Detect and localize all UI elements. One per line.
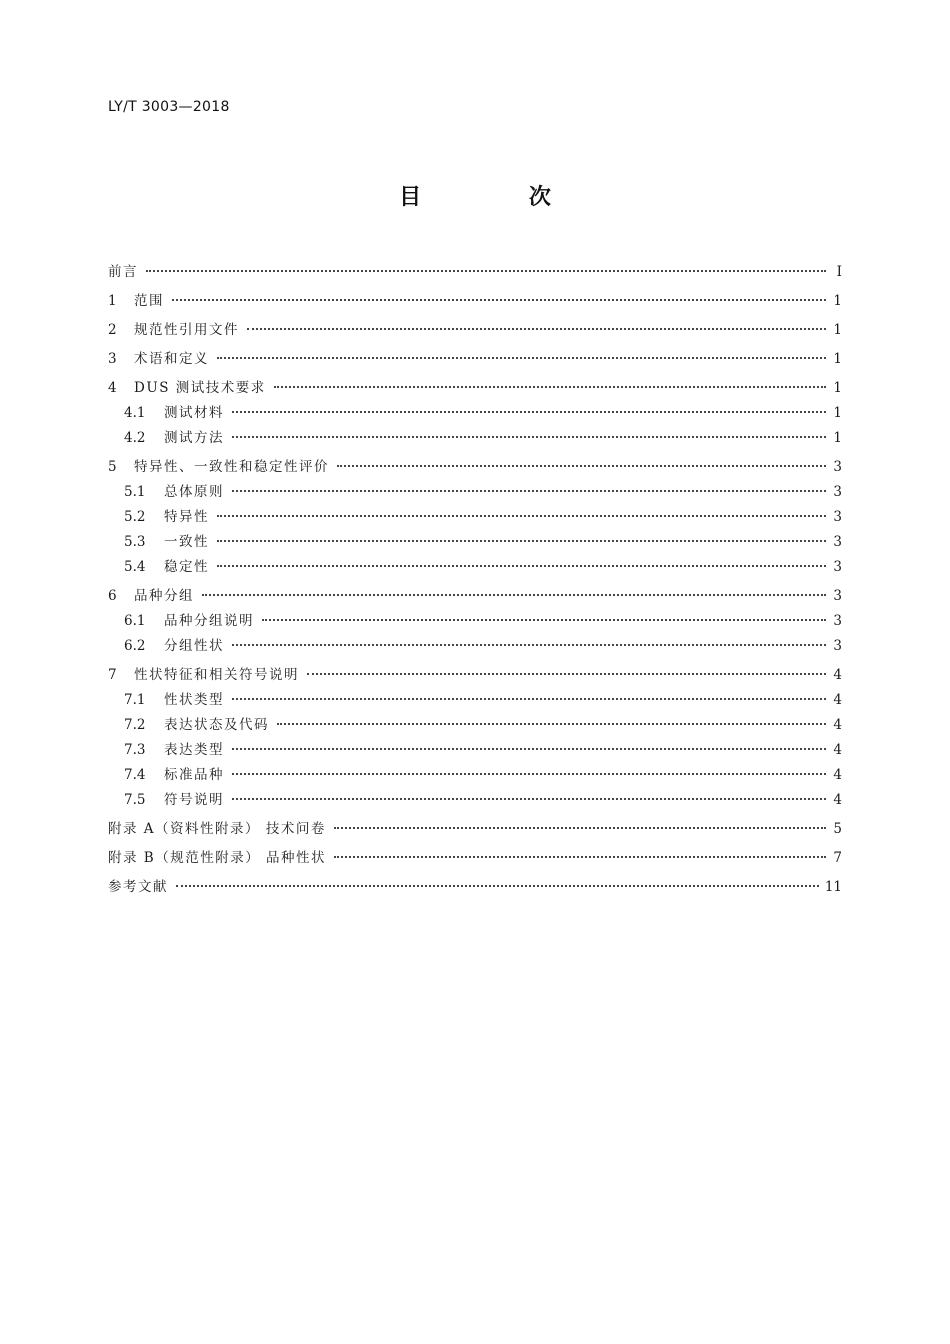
dot-leader [232,798,826,800]
toc-entry-page: 1 [833,430,842,446]
dot-leader [232,748,826,750]
toc-entry-page: 3 [833,534,842,550]
toc-entry-label: 品种分组 [134,588,194,604]
toc-entry-number: 7.3 [124,742,146,758]
toc-entry[interactable] [108,401,842,426]
toc-entry-number: 1 [108,293,117,309]
toc-entry-label: 表达类型 [164,742,224,758]
toc-entry-number: 7.5 [124,792,146,808]
toc-entry[interactable] [108,260,842,285]
toc-entry-label: 规范性引用文件 [134,322,239,338]
toc-entry-number: 4.2 [124,430,146,446]
dot-leader [172,299,826,301]
toc-entry-page: 4 [833,717,842,733]
toc-entry-label: 标准品种 [164,767,224,783]
toc-entry-label: 范围 [134,293,164,309]
toc-entry-page: 4 [833,742,842,758]
toc-entry-page: 3 [833,588,842,604]
dot-leader [274,386,826,388]
toc-entry-label: 性状特征和相关符号说明 [134,667,299,683]
page-title: 目 次 [399,185,601,210]
toc-entry[interactable] [108,426,842,451]
dot-leader [232,436,826,438]
toc-entry[interactable] [108,347,842,372]
toc-entry[interactable] [108,318,842,343]
toc-entry-number: 6 [108,588,117,604]
toc-entry-label: 前言 [108,264,138,280]
toc-entry-number: 3 [108,351,117,367]
dot-leader [232,698,826,700]
toc-entry-number: 7.4 [124,767,146,783]
dot-leader [232,490,826,492]
toc-entry-number: 7.1 [124,692,146,708]
toc-entry-label: 品种分组说明 [164,613,254,629]
toc-entry-label: 测试材料 [164,405,224,421]
toc-entry-number: 7.2 [124,717,146,733]
toc-entry[interactable] [108,817,842,842]
dot-leader [176,885,819,887]
toc-entry-label: 一致性 [164,534,209,550]
toc-entry[interactable] [108,584,842,609]
dot-leader [334,856,826,858]
toc-entry-page: 4 [833,692,842,708]
dot-leader [146,270,826,272]
toc-entry-page: 5 [833,821,842,837]
toc-entry-label: 参考文献 [108,879,168,895]
dot-leader [217,540,826,542]
toc-entry-page: Ⅰ [836,264,842,280]
toc-entry-label: 测试方法 [164,430,224,446]
dot-leader [334,827,826,829]
toc-entry-page: 4 [833,792,842,808]
toc-entry-label: DUS 测试技术要求 [134,380,266,396]
dot-leader [217,357,826,359]
toc-entry[interactable] [108,738,842,763]
toc-entry-page: 3 [833,459,842,475]
toc-entry-page: 3 [833,559,842,575]
dot-leader [247,328,826,330]
toc-entry-label: 特异性 [164,509,209,525]
toc-entry-page: 4 [833,767,842,783]
toc-entry-number: 4 [108,380,117,396]
toc-entry-label: 稳定性 [164,559,209,575]
toc-entry[interactable] [108,763,842,788]
toc-entry-number: 4.1 [124,405,146,421]
toc-entry-number: 6.1 [124,613,146,629]
toc-entry[interactable] [108,530,842,555]
toc-entry-label: 性状类型 [164,692,224,708]
dot-leader [217,565,826,567]
toc-entry[interactable] [108,480,842,505]
toc-entry-label: 特异性、一致性和稳定性评价 [134,459,329,475]
toc-entry[interactable] [108,289,842,314]
toc-entry[interactable] [108,609,842,634]
toc-entry-label: 总体原则 [164,484,224,500]
table-of-contents [108,256,842,900]
toc-entry[interactable] [108,846,842,871]
toc-entry[interactable] [108,688,842,713]
toc-entry[interactable] [108,634,842,659]
toc-entry-label: 附录 A（资料性附录） 技术问卷 [108,821,326,837]
toc-entry-number: 5.1 [124,484,146,500]
toc-entry[interactable] [108,788,842,813]
toc-entry-page: 3 [833,484,842,500]
toc-entry-number: 5.3 [124,534,146,550]
toc-entry-label: 符号说明 [164,792,224,808]
toc-entry[interactable] [108,713,842,738]
toc-entry-page: 1 [833,293,842,309]
toc-entry-page: 1 [833,351,842,367]
toc-entry-number: 6.2 [124,638,146,654]
toc-entry-number: 5.2 [124,509,146,525]
toc-entry-page: 1 [833,322,842,338]
toc-entry[interactable] [108,505,842,530]
toc-entry[interactable] [108,663,842,688]
dot-leader [232,773,826,775]
toc-entry[interactable] [108,376,842,401]
toc-entry-page: 3 [833,638,842,654]
dot-leader [232,411,826,413]
toc-entry[interactable] [108,555,842,580]
dot-leader [232,644,826,646]
document-code: LY/T 3003—2018 [108,99,230,115]
dot-leader [337,465,826,467]
toc-entry-number: 7 [108,667,117,683]
toc-entry-label: 表达状态及代码 [164,717,269,733]
toc-entry-number: 5 [108,459,117,475]
dot-leader [307,673,826,675]
toc-entry[interactable] [108,875,842,900]
toc-entry-page: 11 [824,879,842,895]
toc-entry-label: 术语和定义 [134,351,209,367]
toc-entry-label: 附录 B（规范性附录） 品种性状 [108,850,327,866]
dot-leader [262,619,826,621]
toc-entry-page: 4 [833,667,842,683]
toc-entry-page: 3 [833,509,842,525]
toc-entry-page: 3 [833,613,842,629]
toc-entry[interactable] [108,455,842,480]
toc-entry-page: 1 [833,380,842,396]
toc-entry-page: 7 [833,850,842,866]
toc-entry-number: 2 [108,322,117,338]
toc-entry-label: 分组性状 [164,638,224,654]
dot-leader [277,723,826,725]
toc-entry-number: 5.4 [124,559,146,575]
toc-entry-page: 1 [833,405,842,421]
dot-leader [202,594,826,596]
dot-leader [217,515,826,517]
